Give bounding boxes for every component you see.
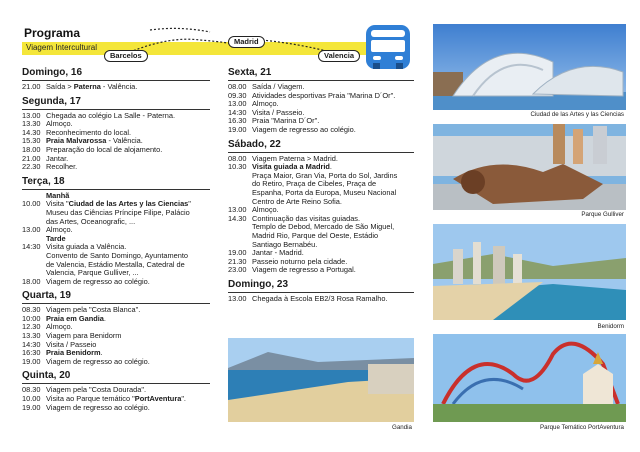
- day-heading: Domingo, 23: [228, 279, 414, 293]
- activity: Visita / Passeio: [46, 339, 97, 349]
- time: 22.30: [22, 162, 41, 172]
- banner-label: Viagem Intercultural: [26, 43, 97, 52]
- activity: Almoço.: [252, 205, 279, 215]
- time: [228, 223, 252, 232]
- activity: do Retiro, Praça de Cibeles, Praça de: [252, 179, 377, 189]
- stop-valencia: Valencia: [318, 50, 360, 62]
- activity: Viagem de regresso a Portugal.: [252, 265, 356, 275]
- time: 19.00: [228, 248, 247, 258]
- schedule-row: [228, 266, 414, 275]
- activity: Viagem de regresso ao colégio.: [46, 356, 150, 366]
- activity: de Valencia, Estádio Mestalla, Catedral de: [46, 259, 185, 269]
- activity-highlight: Praia Malvarossa: [46, 136, 107, 146]
- time: 12.30: [22, 322, 41, 332]
- schedule-column-left: [22, 67, 210, 412]
- activity: Chegada à Escola EB2/3 Rosa Ramalho.: [252, 293, 388, 303]
- schedule-row: [228, 295, 414, 304]
- time: 19.00: [22, 402, 41, 412]
- time: 21.00: [22, 153, 41, 163]
- time: 14.30: [228, 213, 247, 223]
- time: 14.30: [22, 127, 41, 137]
- time: 16.30: [228, 116, 247, 126]
- time: [22, 209, 46, 218]
- activity: Almoço.: [252, 99, 279, 109]
- activity: Recolher.: [46, 162, 78, 172]
- time: 19.00: [22, 356, 41, 366]
- caption-benidorm: Benidorm: [597, 323, 624, 330]
- activity: Praia em Gandia.: [46, 313, 106, 323]
- time: 13.00: [228, 293, 247, 303]
- activity: Viagem para Benidorm: [46, 331, 122, 341]
- activity: Madrid Rio, Parque del Oeste, Estádio: [252, 230, 379, 240]
- activity: Viagem pela "Costa Blanca".: [46, 305, 141, 315]
- time: 08.00: [228, 153, 247, 163]
- activity-highlight: Visita guiada a Madrid: [252, 162, 330, 172]
- time: 08.30: [22, 305, 41, 315]
- stop-barcelos: Barcelos: [104, 50, 148, 62]
- activity: Viagem de regresso ao colégio.: [252, 124, 356, 134]
- day-heading: Sábado, 22: [228, 139, 414, 153]
- schedule-row: [22, 404, 210, 413]
- activity: Chegada ao colégio La Salle - Paterna.: [46, 110, 176, 120]
- activity: Almoço.: [46, 225, 73, 235]
- time: 13.00: [228, 205, 247, 215]
- photo-gulliver: [433, 124, 626, 221]
- time: [22, 261, 46, 270]
- activity: Jantar - Madrid.: [252, 248, 304, 258]
- day-heading: Domingo, 16: [22, 67, 210, 81]
- photo-gandia: [228, 338, 414, 430]
- time: [228, 172, 252, 181]
- activity: Templo de Debod, Mercado de São Miguel,: [252, 222, 395, 232]
- activity: Saída / Viagem.: [252, 82, 305, 91]
- time: [228, 189, 252, 198]
- activity: Preparação do local de alojamento.: [46, 144, 163, 154]
- activity-highlight: Ciudad de las Artes y las Ciencias: [68, 199, 189, 209]
- caption-gandia: Gandia: [392, 424, 412, 431]
- period-label: Tarde: [46, 233, 66, 243]
- time: 18.00: [22, 276, 41, 286]
- activity: Almoço.: [46, 322, 73, 332]
- activity: Viagem de regresso ao colégio.: [46, 402, 150, 412]
- day-heading: Quarta, 19: [22, 290, 210, 304]
- activity: Viagem de regresso ao colégio.: [46, 276, 150, 286]
- caption-ciudad: Ciudad de las Artes y las Ciencias: [530, 111, 624, 118]
- time: 10:00: [22, 313, 41, 323]
- activity: Santiago Bernabéu.: [252, 239, 318, 249]
- activity-highlight: Praia Benidorm: [46, 348, 101, 358]
- activity: Valencia, Parque Gulliver, ...: [46, 268, 139, 278]
- time: 21.30: [228, 256, 247, 266]
- time: 10.00: [22, 394, 41, 404]
- time: 08.00: [228, 82, 247, 91]
- activity: Saída > Paterna - Valência.: [46, 82, 138, 91]
- bus-icon: [365, 24, 411, 70]
- time: 08.30: [22, 385, 41, 395]
- activity: Espanha, Porta da Europa, Museu Nacional: [252, 187, 397, 197]
- time: 21.00: [22, 82, 41, 91]
- activity: Praia Malvarossa - Valência.: [46, 136, 143, 146]
- time: 15.30: [22, 136, 41, 146]
- activity: Continuação das visitas guiadas.: [252, 213, 361, 223]
- schedule-row: [22, 278, 210, 287]
- schedule-row: [22, 163, 210, 172]
- activity: Visita guiada a Valência.: [46, 242, 127, 252]
- time: [228, 180, 252, 189]
- activity: Jantar.: [46, 153, 69, 163]
- activity: Viagem pela "Costa Dourada".: [46, 385, 147, 395]
- activity: Reconhecimento do local.: [46, 127, 132, 137]
- photo-benidorm: [433, 224, 626, 330]
- schedule-row: [22, 358, 210, 367]
- time: [22, 252, 46, 261]
- time: 13.30: [22, 331, 41, 341]
- day-heading: Segunda, 17: [22, 96, 210, 110]
- time: 14:30: [22, 242, 41, 252]
- caption-gulliver: Parque Gulliver: [581, 211, 624, 218]
- time: 13.00: [22, 110, 41, 120]
- activity: Visita / Passeio.: [252, 107, 305, 117]
- time: 10.00: [22, 199, 41, 209]
- activity: Atividades desportivas Praia "Marina D´Or".: [252, 90, 396, 100]
- photo-portaventura: [433, 334, 626, 430]
- activity-highlight: Praia em Gandia: [46, 313, 104, 323]
- period-label: Manhã: [46, 190, 70, 200]
- activity: Museu das Ciências Príncipe Filipe, Palácio: [46, 207, 190, 217]
- activity: Visita guiada a Madrid.: [252, 162, 332, 172]
- activity: Convento de Santo Domingo, Ayuntamento: [46, 250, 189, 260]
- time: [228, 232, 252, 241]
- activity: Praia "Marina D´Or".: [252, 116, 320, 126]
- time: 16:30: [22, 348, 41, 358]
- activity: das Artes, Oceanografic, ...: [46, 216, 136, 226]
- day-heading: Quinta, 20: [22, 370, 210, 384]
- time: 13.00: [22, 225, 41, 235]
- schedule-row: [228, 126, 414, 135]
- day-heading: Sexta, 21: [228, 67, 414, 81]
- time: 14:30: [22, 339, 41, 349]
- photo-ciudad-artes: [433, 24, 626, 121]
- time: 19.00: [228, 124, 247, 134]
- caption-portaventura: Parque Temático PortAventura: [539, 424, 624, 431]
- activity: Passeio noturno pela cidade.: [252, 256, 348, 266]
- time: 13.00: [228, 99, 247, 109]
- stop-madrid: Madrid: [228, 36, 265, 48]
- schedule-row: [22, 83, 210, 92]
- time: 14:30: [228, 107, 247, 117]
- time: 13.30: [22, 119, 41, 129]
- time: 23.00: [228, 265, 247, 275]
- activity: Praça Maior, Gran Via, Porta do Sol, Jardins: [252, 170, 398, 180]
- activity: Visita "Ciudad de las Artes y las Ciencias": [46, 199, 191, 209]
- time: 18.00: [22, 144, 41, 154]
- time: 09.30: [228, 90, 247, 100]
- activity-highlight: PortAventura: [134, 394, 182, 404]
- day-heading: Terça, 18: [22, 176, 210, 190]
- activity: Visita ao Parque temático "PortAventura".: [46, 394, 186, 404]
- activity: Praia Benidorm.: [46, 348, 103, 358]
- program-title: Programa: [24, 26, 81, 40]
- activity: Viagem Paterna > Madrid.: [252, 153, 338, 163]
- schedule-column-right: [228, 67, 414, 303]
- activity: Centro de Arte Reino Sofia.: [252, 196, 342, 206]
- activity: Almoço.: [46, 119, 73, 129]
- time: 10.30: [228, 162, 247, 172]
- activity-highlight: Paterna: [73, 82, 101, 91]
